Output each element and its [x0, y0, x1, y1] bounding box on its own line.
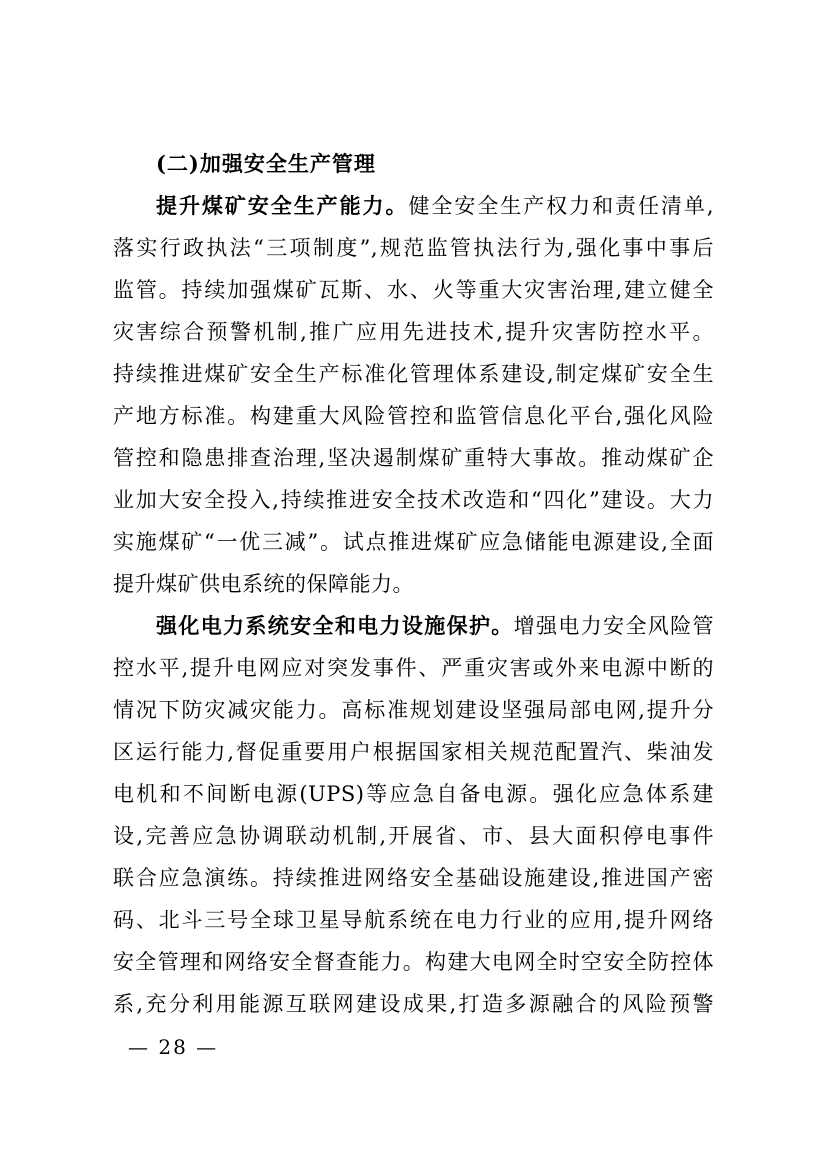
text-line: 落实行政执法“三项制度”,规范监管执法行为,强化事中事后 — [113, 236, 714, 260]
text-line: 实施煤矿“一优三减”。试点推进煤矿应急储能电源建设,全面 — [113, 530, 714, 554]
paragraph-lead: 强化电力系统安全和电力设施保护。 — [156, 613, 514, 638]
text-line: 情况下防灾减灾能力。高标准规划建设坚强局部电网,提升分 — [113, 698, 714, 722]
text-line: 持续推进煤矿安全生产标准化管理体系建设,制定煤矿安全生 — [113, 362, 714, 386]
text-line: 安全管理和网络安全督查能力。构建大电网全时空安全防控体 — [113, 950, 714, 974]
text-line: 码、北斗三号全球卫星导航系统在电力行业的应用,提升网络 — [113, 908, 714, 932]
paragraph-lead: 提升煤矿安全生产能力。 — [156, 193, 409, 218]
paragraph-first-line — [113, 605, 714, 647]
text-line: 设,完善应急协调联动机制,开展省、市、县大面积停电事件 — [113, 824, 714, 848]
text-line: 灾害综合预警机制,推广应用先进技术,提升灾害防控水平。 — [113, 320, 714, 344]
text-line: 系,充分利用能源互联网建设成果,打造多源融合的风险预警 — [113, 992, 714, 1016]
text-line: 监管。持续加强煤矿瓦斯、水、火等重大灾害治理,建立健全 — [113, 278, 714, 302]
text-line: 产地方标准。构建重大风险管控和监管信息化平台,强化风险 — [113, 404, 714, 428]
page-number: — 28 — — [128, 1035, 219, 1059]
text-line: 区运行能力,督促重要用户根据国家相关规范配置汽、柴油发 — [113, 740, 714, 764]
text-content — [113, 143, 714, 1025]
text-line: 业加大安全投入,持续推进安全技术改造和“四化”建设。大力 — [113, 488, 714, 512]
paragraph-lead-rest: 增强电力安全风险管 — [513, 614, 715, 638]
paragraph-lead-rest: 健全安全生产权力和责任清单, — [408, 194, 714, 218]
text-line: 电机和不间断电源(UPS)等应急自备电源。强化应急体系建 — [113, 782, 714, 806]
text-line: 联合应急演练。持续推进网络安全基础设施建设,推进国产密 — [113, 866, 714, 890]
text-line: 控水平,提升电网应对突发事件、严重灾害或外来电源中断的 — [113, 656, 714, 680]
section-heading: (二)加强安全生产管理 — [156, 151, 376, 176]
paragraph-first-line — [113, 185, 714, 227]
paragraph-last-line: 提升煤矿供电系统的保障能力。 — [113, 572, 414, 596]
text-line: 管控和隐患排查治理,坚决遏制煤矿重特大事故。推动煤矿企 — [113, 446, 714, 470]
